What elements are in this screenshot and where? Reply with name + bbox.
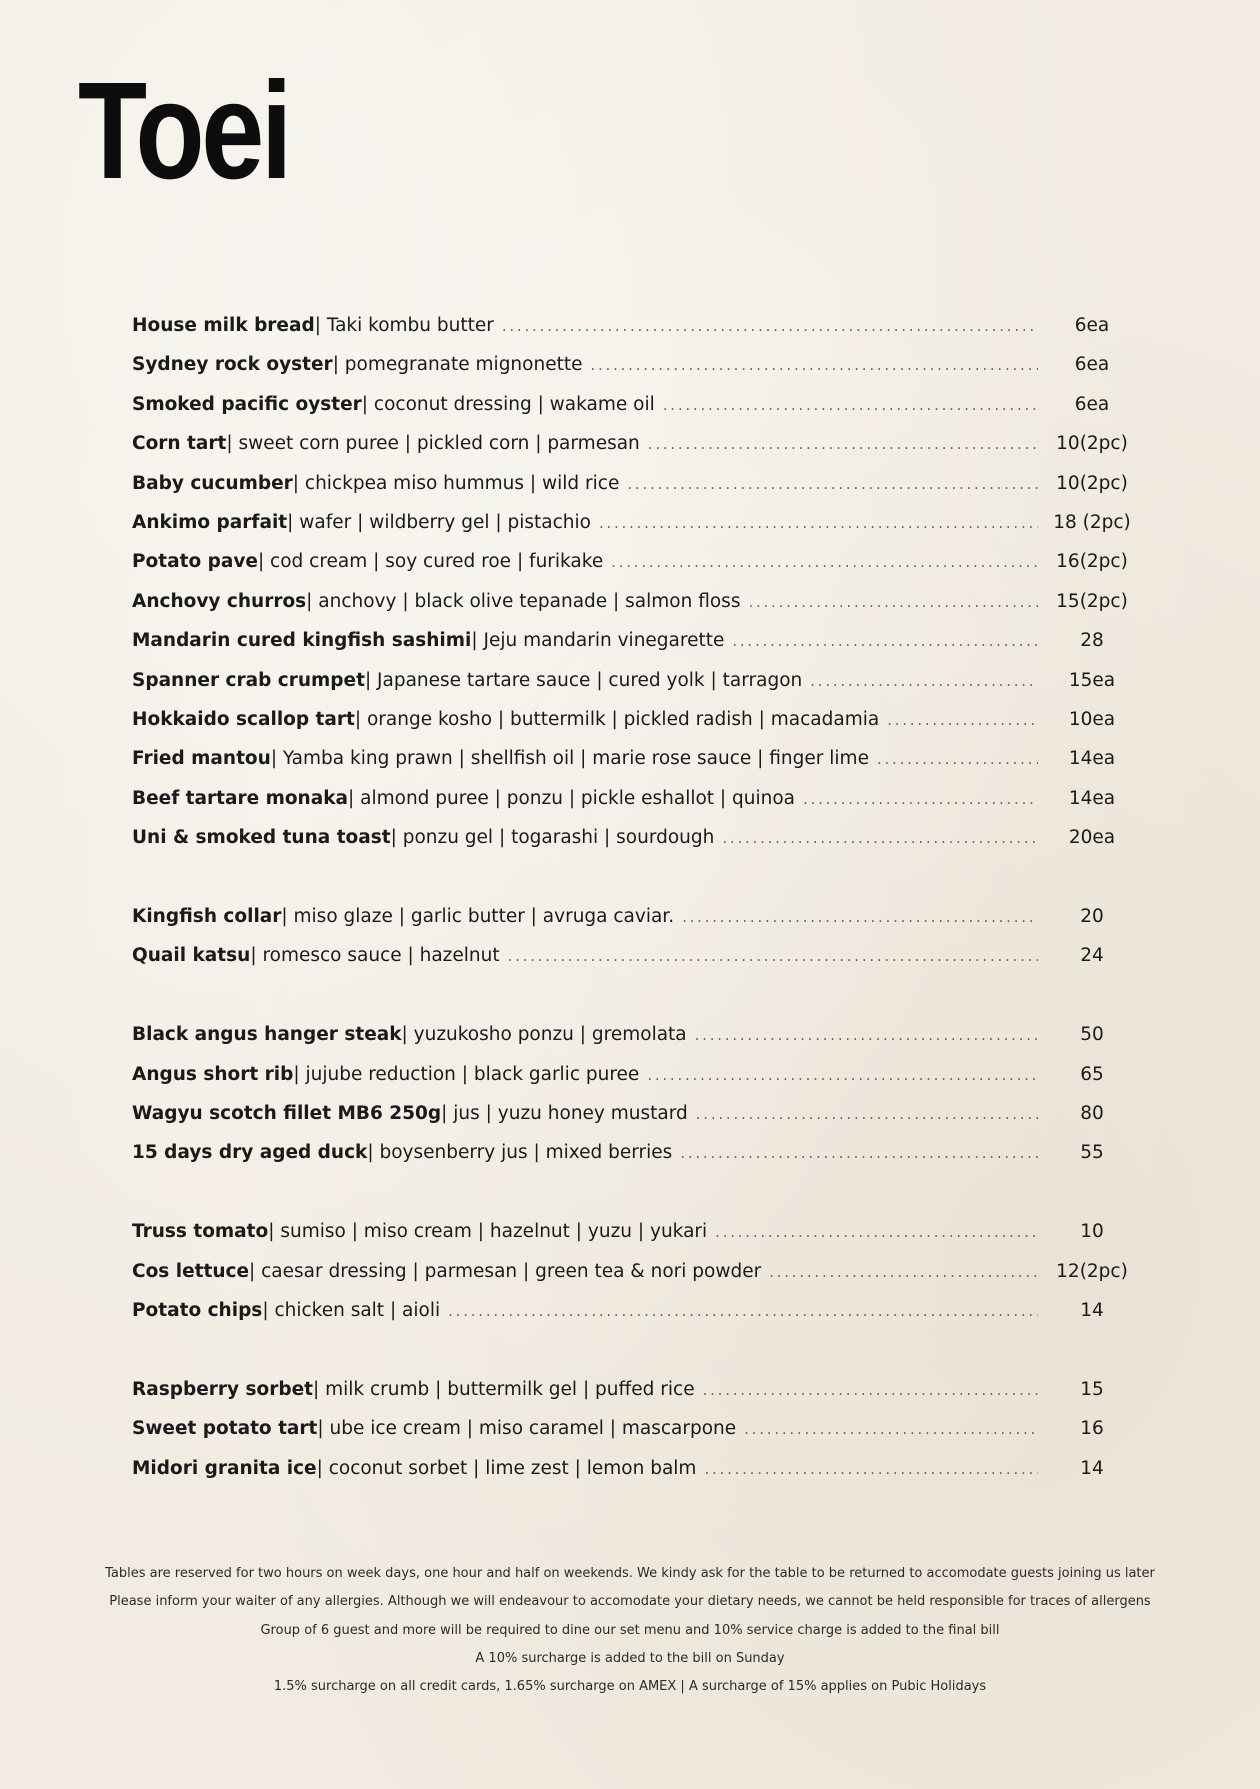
dish-price: 14ea — [1068, 748, 1116, 770]
note-sunday-surcharge: A 10% surcharge is added to the bill on Sunday — [475, 1650, 785, 1666]
menu-item — [132, 788, 1132, 827]
dish-description: | cod cream | soy cured roe | furikake — [257, 551, 604, 573]
dish-price: 16(2pc) — [1056, 551, 1128, 573]
menu-section-sides — [132, 1221, 1132, 1339]
dot-leader — [590, 356, 1038, 374]
menu-item — [132, 551, 1132, 590]
dish-price: 10(2pc) — [1056, 433, 1128, 455]
menu-item — [132, 591, 1132, 630]
dish-description: | jujube reduction | black garlic puree — [293, 1063, 640, 1085]
dish-price: 20ea — [1068, 827, 1116, 849]
dot-leader — [599, 514, 1038, 532]
dish-price: 55 — [1080, 1142, 1104, 1164]
dish-price: 10ea — [1068, 708, 1116, 730]
dish-name: Raspberry sorbet — [132, 1378, 313, 1400]
dish-price: 16 — [1080, 1418, 1104, 1440]
dish-name: Sweet potato tart — [132, 1418, 318, 1440]
dot-leader — [703, 1381, 1038, 1399]
menu-section-fried — [132, 906, 1132, 985]
menu-item — [132, 1379, 1132, 1418]
menu-item — [132, 1024, 1132, 1063]
dish-description: | yuzukosho ponzu | gremolata — [401, 1024, 687, 1046]
dot-leader — [647, 1066, 1038, 1084]
dish-description: | Japanese tartare sauce | cured yolk | tarragon — [364, 669, 803, 691]
menu-item — [132, 473, 1132, 512]
dish-description: | chicken salt | aioli — [262, 1300, 441, 1322]
menu-item — [132, 433, 1132, 472]
dish-price: 6ea — [1074, 393, 1110, 415]
dish-price: 10(2pc) — [1056, 472, 1128, 494]
dish-description: | romesco sauce | hazelnut — [250, 945, 500, 967]
dish-name: Baby cucumber — [132, 472, 293, 494]
dish-price: 6ea — [1074, 315, 1110, 336]
menu-item — [132, 827, 1132, 866]
dot-leader — [695, 1026, 1038, 1044]
dish-price: 15ea — [1068, 669, 1116, 691]
dish-description: | chickpea miso hummus | wild rice — [292, 472, 620, 494]
dish-name: Hokkaido scallop tart — [132, 708, 355, 730]
restaurant-title: Toei — [78, 54, 290, 208]
dot-leader — [877, 750, 1038, 768]
dish-description: | jus | yuzu honey mustard — [441, 1103, 688, 1125]
dot-leader — [680, 1144, 1038, 1162]
dish-description: | miso glaze | garlic butter | avruga caviar. — [281, 905, 675, 927]
dish-name: Sydney rock oyster — [132, 354, 333, 376]
menu-item — [132, 709, 1132, 748]
dish-price: 15 — [1080, 1378, 1104, 1400]
dot-leader — [663, 396, 1038, 414]
menu-item — [132, 394, 1132, 433]
menu-item — [132, 945, 1132, 984]
dish-name: Beef tartare monaka — [132, 787, 349, 809]
menu-item — [132, 512, 1132, 551]
dish-name: Truss tomato — [132, 1221, 269, 1243]
menu-item — [132, 354, 1132, 393]
dish-name: Potato chips — [132, 1300, 263, 1322]
dish-name: Kingfish collar — [132, 905, 282, 927]
dish-description: | wafer | wildberry gel | pistachio — [287, 511, 591, 533]
footer-notes — [0, 1560, 1260, 1701]
dish-name: 15 days dry aged duck — [132, 1142, 368, 1164]
dish-name: Fried mantou — [132, 748, 271, 770]
dish-description: | coconut dressing | wakame oil — [361, 393, 655, 415]
menu-item — [132, 670, 1132, 709]
dish-description: | sumiso | miso cream | hazelnut | yuzu | yukari — [268, 1221, 708, 1243]
dish-description: | anchovy | black olive tepanade | salmon floss — [306, 590, 741, 612]
dish-price: 6ea — [1074, 354, 1110, 376]
menu-item — [132, 315, 1132, 354]
dish-price: 28 — [1080, 630, 1104, 652]
dot-leader — [748, 593, 1038, 611]
menu-item — [132, 1458, 1132, 1497]
dish-name: Black angus hanger steak — [132, 1024, 402, 1046]
dot-leader — [627, 475, 1038, 493]
menu-item — [132, 1142, 1132, 1181]
menu-list — [132, 315, 1132, 1537]
dish-description: | ponzu gel | togarashi | sourdough — [390, 827, 715, 849]
dish-description: | ube ice cream | miso caramel | mascarpone — [317, 1418, 737, 1440]
dish-name: Spanner crab crumpet — [132, 669, 365, 691]
dot-leader — [648, 435, 1038, 453]
dish-price: 10 — [1080, 1221, 1104, 1243]
dot-leader — [704, 1460, 1038, 1478]
menu-item — [132, 906, 1132, 945]
dish-name: Cos lettuce — [132, 1260, 249, 1282]
menu-item — [132, 1261, 1132, 1300]
dish-description: | milk crumb | buttermilk gel | puffed rice — [313, 1378, 695, 1400]
dish-price: 18 (2pc) — [1053, 511, 1131, 533]
dot-leader — [508, 947, 1038, 965]
dish-price: 50 — [1080, 1024, 1104, 1046]
dot-leader — [611, 553, 1038, 571]
dish-name: Midori granita ice — [132, 1457, 317, 1479]
dish-price: 14ea — [1068, 787, 1116, 809]
dish-description: | Yamba king prawn | shellfish oil | marie rose sauce | finger lime — [270, 748, 869, 770]
dish-description: | boysenberry jus | mixed berries — [367, 1142, 673, 1164]
dot-leader — [887, 711, 1038, 729]
dot-leader — [732, 632, 1038, 650]
dish-name: Corn tart — [132, 433, 227, 455]
dot-leader — [696, 1105, 1038, 1123]
dish-price: 65 — [1080, 1063, 1104, 1085]
dish-description: | pomegranate mignonette — [332, 354, 583, 376]
dot-leader — [715, 1223, 1038, 1241]
dish-name: Ankimo parfait — [132, 511, 288, 533]
dish-name: Quail katsu — [132, 945, 251, 967]
menu-section-mains — [132, 1024, 1132, 1182]
dot-leader — [722, 829, 1038, 847]
menu-item — [132, 1300, 1132, 1339]
dot-leader — [448, 1302, 1038, 1320]
dish-name: Potato pave — [132, 551, 258, 573]
note-reservation: Tables are reserved for two hours on week days, one hour and half on weekends. We kindy ask for the table to be returned to accomodate guests joining us later — [105, 1566, 1155, 1581]
dish-description: | coconut sorbet | lime zest | lemon balm — [316, 1457, 697, 1479]
dish-price: 12(2pc) — [1056, 1260, 1128, 1282]
dish-name: Anchovy churros — [132, 590, 307, 612]
dot-leader — [769, 1263, 1038, 1281]
dish-price: 24 — [1080, 945, 1104, 967]
menu-item — [132, 1221, 1132, 1260]
dot-leader — [502, 317, 1038, 335]
menu-item — [132, 748, 1132, 787]
dish-price: 14 — [1080, 1300, 1104, 1322]
menu-item — [132, 1103, 1132, 1142]
menu-item — [132, 630, 1132, 669]
dish-description: | Jeju mandarin vinegarette — [471, 630, 725, 652]
dish-name: Angus short rib — [132, 1063, 294, 1085]
dish-description: | orange kosho | buttermilk | pickled radish | macadamia — [354, 708, 880, 730]
dish-name: Wagyu scotch fillet MB6 250g — [132, 1103, 442, 1125]
note-allergies: Please inform your waiter of any allergies. Although we will endeavour to accomodate your dietary needs, we cannot be held responsible for traces of allergens — [109, 1594, 1151, 1610]
dish-description: | sweet corn puree | pickled corn | parmesan — [226, 433, 640, 455]
dish-name: Mandarin cured kingfish sashimi — [132, 630, 472, 652]
menu-item — [132, 1418, 1132, 1457]
dot-leader — [682, 908, 1038, 926]
dish-price: 20 — [1080, 905, 1104, 927]
dish-name: House milk bread — [132, 315, 315, 336]
note-card-surcharge: 1.5% surcharge on all credit cards, 1.65% surcharge on AMEX | A surcharge of 15% applies on Pubic Holidays — [273, 1679, 987, 1695]
dish-name: Uni & smoked tuna toast — [132, 827, 391, 849]
menu-item — [132, 1064, 1132, 1103]
dish-description: | caesar dressing | parmesan | green tea & nori powder — [249, 1260, 762, 1282]
menu-section-desserts — [132, 1379, 1132, 1497]
dish-price: 80 — [1080, 1103, 1104, 1125]
dot-leader — [803, 790, 1038, 808]
menu-section-small-plates — [132, 315, 1132, 866]
dish-description: | Taki kombu butter — [314, 315, 494, 336]
dish-price: 14 — [1080, 1457, 1104, 1479]
dish-name: Smoked pacific oyster — [132, 393, 362, 415]
dot-leader — [810, 672, 1038, 690]
dot-leader — [744, 1420, 1038, 1438]
dish-description: | almond puree | ponzu | pickle eshallot | quinoa — [348, 787, 796, 809]
note-group-booking: Group of 6 guest and more will be required to dine our set menu and 10% service charge is added to the final bill — [260, 1622, 1000, 1638]
dish-price: 15(2pc) — [1056, 590, 1128, 612]
